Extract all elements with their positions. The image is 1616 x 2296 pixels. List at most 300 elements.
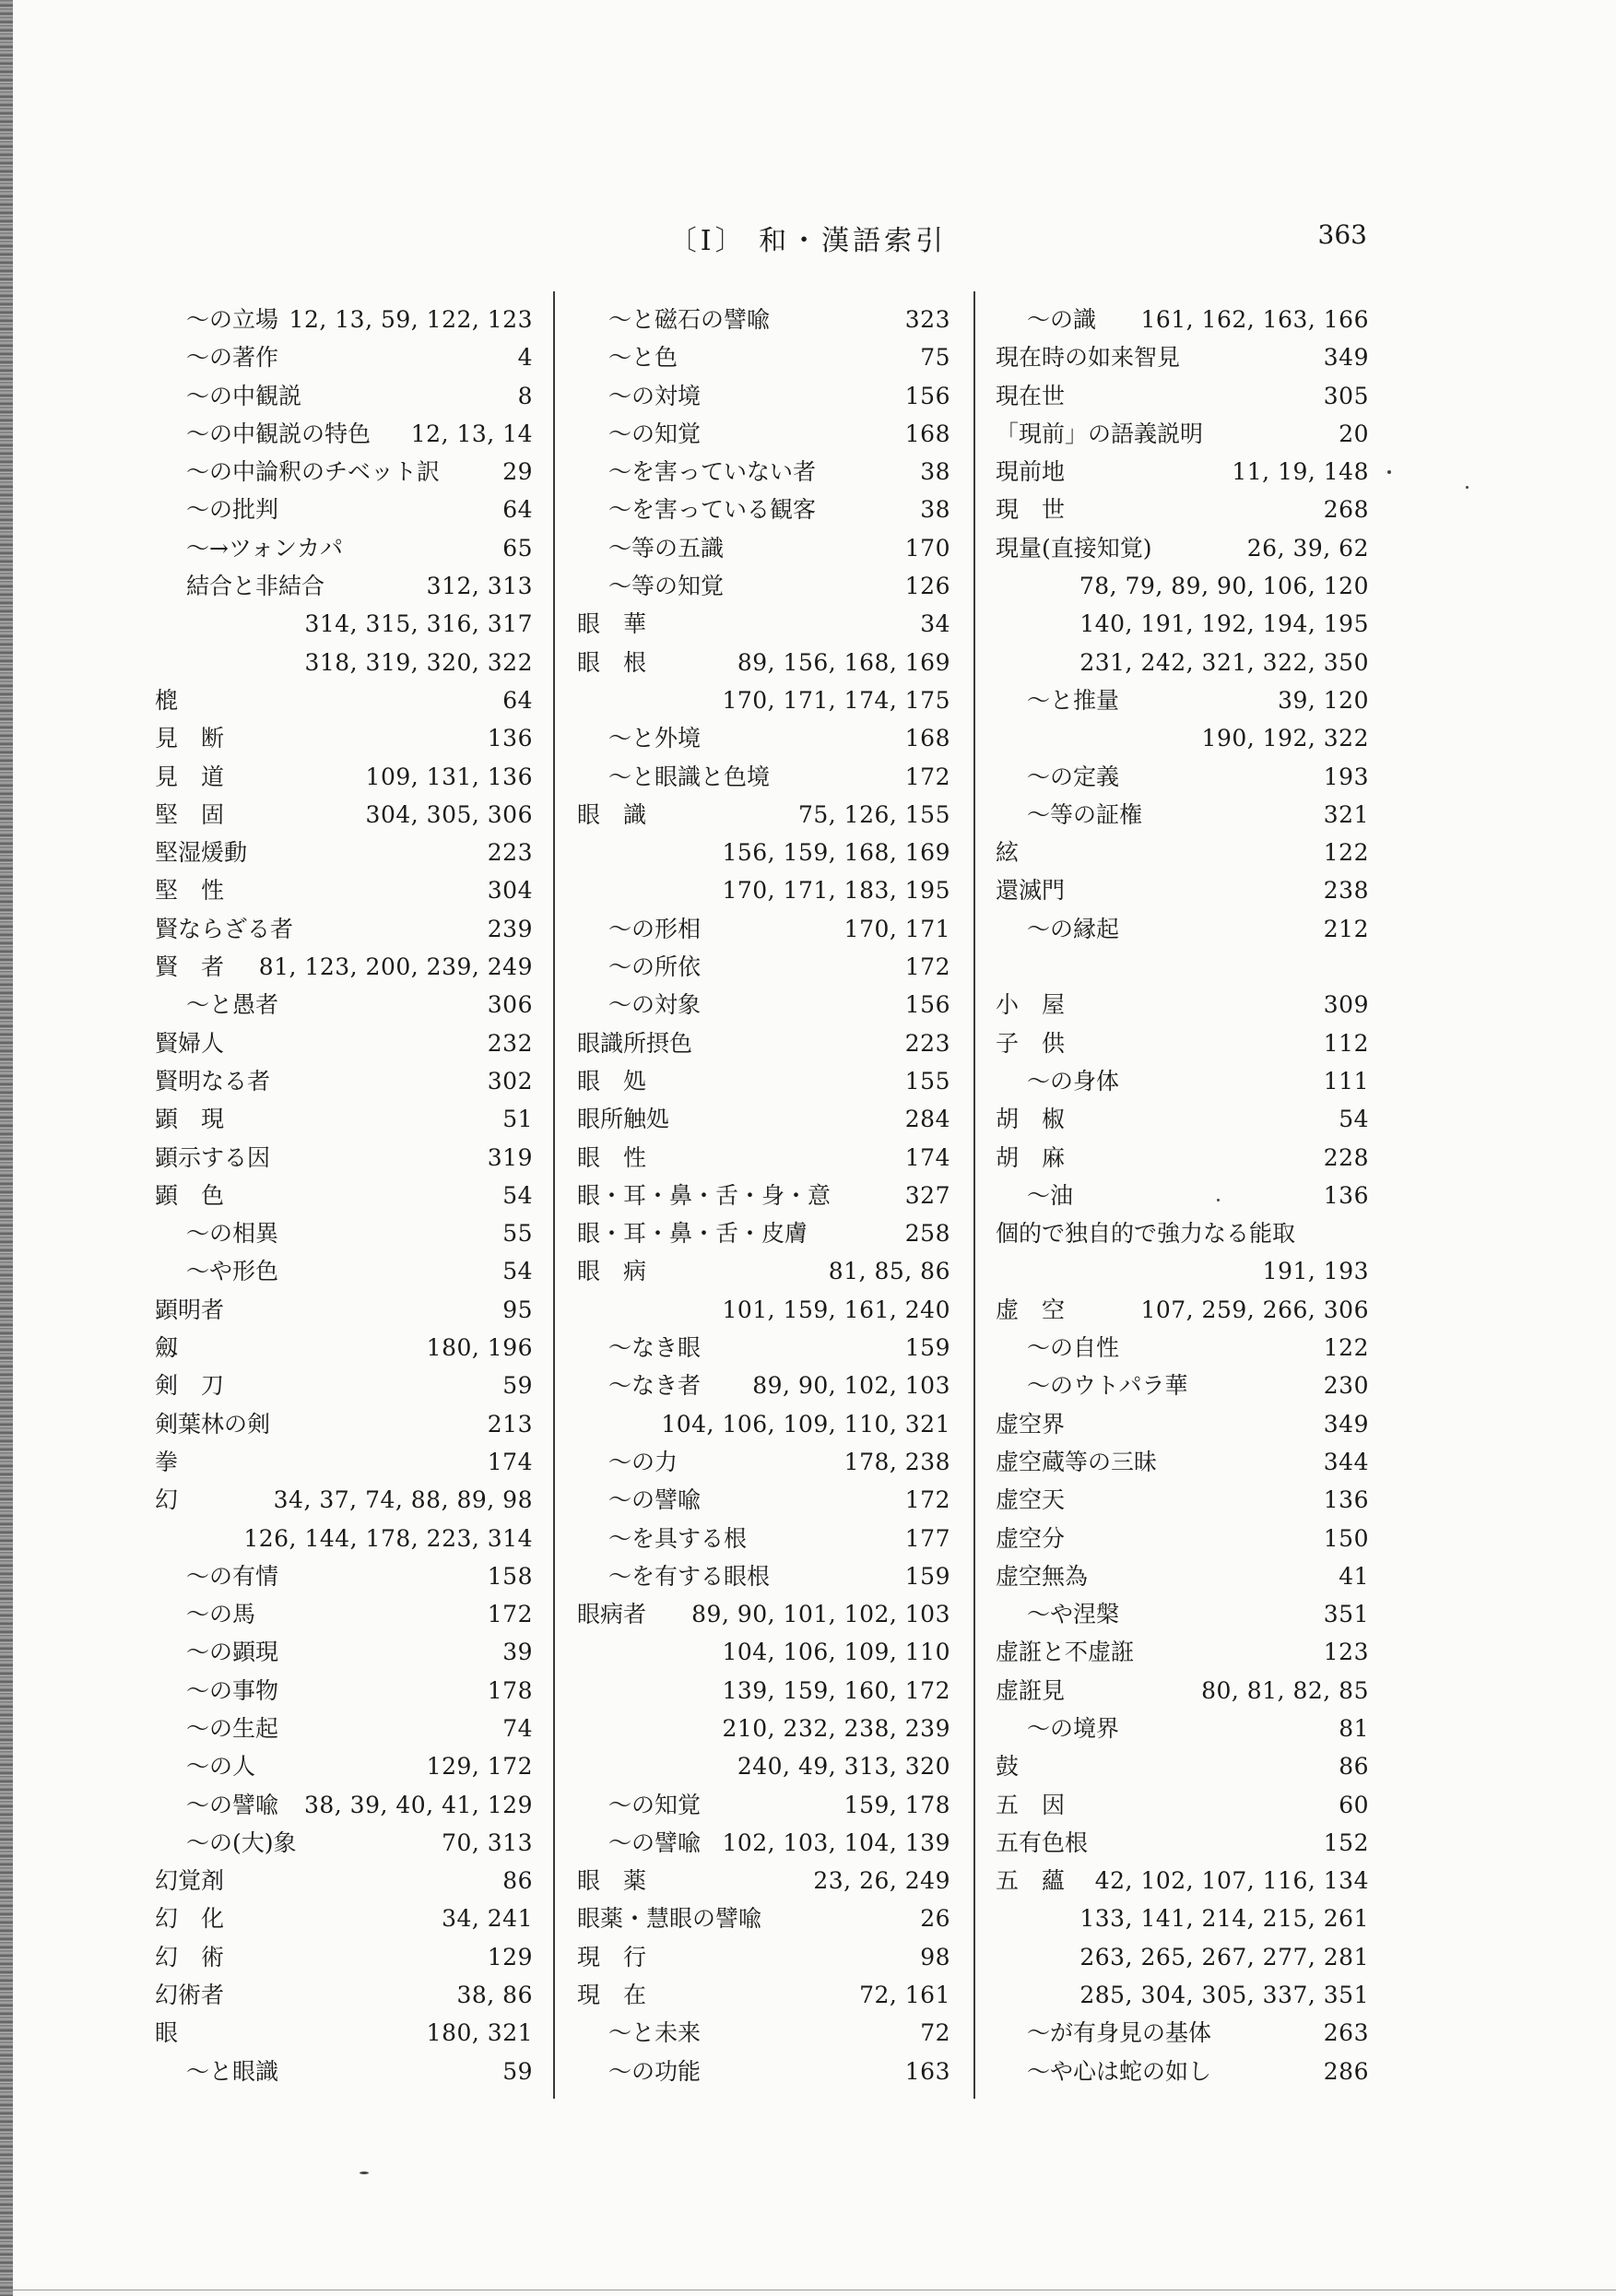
index-entry (577, 758, 950, 796)
index-term: 剣葉林の剣 (155, 1410, 271, 1438)
index-entry (155, 453, 533, 491)
index-term: 〜と色 (608, 344, 678, 372)
index-pages: 11, 19, 148 (1232, 458, 1369, 486)
index-entry (996, 1710, 1369, 1747)
index-term: 顕 現 (155, 1106, 225, 1133)
index-pages: 39 (502, 1639, 533, 1666)
index-entry (996, 338, 1369, 376)
index-entry (155, 1367, 533, 1404)
page-title: 〔I〕 和・漢語索引 (668, 225, 948, 257)
index-pages: 34, 241 (442, 1905, 533, 1933)
index-pages: 104, 106, 109, 110, 321 (661, 1410, 950, 1438)
index-entry (155, 529, 533, 567)
index-term: 〜と未来 (608, 2019, 702, 2047)
index-term: 〜や形色 (186, 1258, 279, 1285)
index-term: 〜の中論釈のチベット訳 (186, 458, 441, 486)
index-entry-continuation (577, 1747, 950, 1785)
index-entry (996, 910, 1369, 948)
index-pages: 41 (1339, 1562, 1369, 1590)
index-pages: 133, 141, 214, 215, 261 (1079, 1905, 1369, 1933)
index-entry (996, 529, 1369, 567)
index-term: 〜の生起 (186, 1714, 279, 1742)
index-entry (155, 301, 533, 338)
index-term: 虚空無為 (996, 1562, 1089, 1590)
index-pages: 81, 85, 86 (828, 1258, 950, 1285)
index-term: 〜と磁石の譬喩 (608, 306, 771, 333)
index-entry (155, 1252, 533, 1290)
index-entry (155, 719, 533, 757)
index-pages: 193 (1323, 763, 1369, 790)
index-entry (577, 910, 950, 948)
index-pages: 38, 39, 40, 41, 129 (303, 1791, 533, 1818)
index-entry (155, 1976, 533, 2014)
index-pages: 172 (487, 1601, 533, 1628)
index-pages: 349 (1323, 1410, 1369, 1438)
index-pages: 178 (487, 1676, 533, 1704)
index-entry (155, 986, 533, 1024)
index-pages: 304 (487, 877, 533, 905)
index-entry (577, 1481, 950, 1519)
index-pages: 304, 305, 306 (365, 800, 533, 828)
index-entry (996, 415, 1369, 453)
index-entry-continuation (155, 644, 533, 681)
index-pages: 223 (904, 1029, 950, 1057)
index-column-3 (996, 301, 1369, 2090)
index-entry (155, 1024, 533, 1062)
index-pages: 126, 144, 178, 223, 314 (243, 1524, 533, 1552)
scan-edge (0, 0, 13, 2296)
index-pages: 64 (502, 496, 533, 524)
index-term: 結合と非結合 (186, 573, 325, 600)
index-term: 〜や涅槃 (1027, 1601, 1120, 1628)
index-term: 〜を有する眼根 (608, 1562, 771, 1590)
index-term: 眼識所摂色 (577, 1029, 693, 1057)
index-term: 〜の有情 (186, 1562, 279, 1590)
index-pages: 123 (1323, 1639, 1369, 1666)
index-entry (996, 1291, 1369, 1329)
index-entry (996, 1367, 1369, 1404)
index-term: 眼病者 (577, 1601, 647, 1628)
index-term: 〜と外境 (608, 725, 702, 752)
index-pages: 60 (1339, 1791, 1369, 1818)
index-pages: 140, 191, 192, 194, 195 (1079, 610, 1369, 638)
index-term: 〜の自性 (1027, 1334, 1120, 1362)
index-pages: 305 (1323, 382, 1369, 409)
index-entry (155, 1633, 533, 1671)
index-pages: 95 (502, 1296, 533, 1323)
index-entry (577, 1024, 950, 1062)
index-entry (155, 1710, 533, 1747)
index-term: 眼所触処 (577, 1106, 670, 1133)
index-entry (577, 2014, 950, 2052)
index-pages: 39, 120 (1278, 686, 1369, 714)
index-pages: 80, 81, 82, 85 (1201, 1676, 1369, 1704)
index-pages: 158 (487, 1562, 533, 1590)
index-term: 眼 病 (577, 1258, 647, 1285)
index-entry (996, 1177, 1369, 1214)
index-entry (577, 1595, 950, 1633)
index-term: 眼・耳・鼻・舌・皮膚 (577, 1220, 808, 1248)
index-entry (996, 1443, 1369, 1481)
index-term: 〜の顕現 (186, 1639, 279, 1666)
index-pages: 212 (1323, 915, 1369, 942)
index-pages: 38 (920, 496, 950, 524)
index-term: 〜の識 (1027, 306, 1097, 333)
index-entry (996, 301, 1369, 338)
index-entry (155, 948, 533, 986)
index-entry (577, 1367, 950, 1404)
blank-row (996, 948, 1369, 986)
index-pages: 323 (904, 306, 950, 333)
index-pages: 34, 37, 74, 88, 89, 98 (273, 1486, 533, 1514)
index-entry (577, 491, 950, 528)
index-pages: 223 (487, 839, 533, 867)
index-entry (996, 2053, 1369, 2090)
index-pages: 70, 313 (442, 1829, 533, 1856)
index-pages: 168 (904, 725, 950, 752)
index-entry (996, 2014, 1369, 2052)
index-term: 眼 (155, 2019, 179, 2047)
index-term: 顕明者 (155, 1296, 225, 1323)
index-pages: 101, 159, 161, 240 (722, 1296, 950, 1323)
index-pages: 29 (502, 458, 533, 486)
index-pages: 54 (1339, 1106, 1369, 1133)
index-entry (996, 834, 1369, 871)
index-term: 〜と眼識と色境 (608, 763, 771, 790)
index-entry (577, 1062, 950, 1100)
index-term: 見 断 (155, 725, 225, 752)
index-pages: 112 (1323, 1029, 1369, 1057)
index-term: 〜と愚者 (186, 991, 279, 1019)
index-term: 五有色根 (996, 1829, 1089, 1856)
index-entry (155, 834, 533, 871)
index-entry (577, 986, 950, 1024)
column-divider (973, 291, 975, 2099)
index-pages: 72, 161 (859, 1982, 950, 2009)
index-entry (996, 681, 1369, 719)
index-term: 幻 (155, 1486, 179, 1514)
index-term: 〜を害っている観客 (608, 496, 817, 524)
index-term: 幻覚剤 (155, 1867, 225, 1895)
index-term: 〜の事物 (186, 1676, 279, 1704)
index-entry (996, 1329, 1369, 1367)
index-entry-continuation (577, 1710, 950, 1747)
index-entry-continuation (577, 1672, 950, 1710)
index-term: 眼 薬 (577, 1867, 647, 1895)
index-term: 〜等の五識 (608, 534, 725, 562)
index-entry (996, 1405, 1369, 1443)
index-term: 堅 固 (155, 800, 225, 828)
index-term: 〜の知覚 (608, 1791, 702, 1818)
index-term: 虚空蔵等の三昧 (996, 1448, 1158, 1475)
index-entry (996, 871, 1369, 909)
index-entry (577, 1938, 950, 1976)
index-pages: 12, 13, 14 (410, 420, 533, 447)
index-pages: 344 (1323, 1448, 1369, 1475)
index-term: 現在世 (996, 382, 1066, 409)
index-pages: 104, 106, 109, 110 (722, 1639, 950, 1666)
index-term: 〜油 (1027, 1181, 1074, 1209)
index-term: 還滅門 (996, 877, 1066, 905)
index-pages: 102, 103, 104, 139 (722, 1829, 950, 1856)
index-pages: 26, 39, 62 (1246, 534, 1369, 562)
index-pages: 161, 162, 163, 166 (1140, 306, 1369, 333)
index-term: 〜の力 (608, 1448, 678, 1475)
index-term: 顕 色 (155, 1181, 225, 1209)
index-entry (996, 1024, 1369, 1062)
index-entry-continuation (577, 871, 950, 909)
index-term: 〜の馬 (186, 1601, 256, 1628)
index-pages: 327 (904, 1181, 950, 1209)
index-pages: 314, 315, 316, 317 (304, 610, 533, 638)
index-term: 幻 術 (155, 1943, 225, 1971)
index-entry (155, 910, 533, 948)
index-pages: 139, 159, 160, 172 (722, 1676, 950, 1704)
index-term: 〜の立場 (186, 306, 279, 333)
index-pages: 81 (1339, 1714, 1369, 1742)
index-pages: 26 (920, 1905, 950, 1933)
index-pages: 170, 171 (843, 915, 950, 942)
index-pages: 156, 159, 168, 169 (722, 839, 950, 867)
index-entry-continuation (996, 605, 1369, 643)
index-entry (577, 1900, 950, 1937)
index-entry (577, 1177, 950, 1214)
index-entry (155, 1100, 533, 1138)
index-pages: 238 (1323, 877, 1369, 905)
index-entry (155, 415, 533, 453)
index-term: 胡 椒 (996, 1106, 1066, 1133)
index-entry (996, 1595, 1369, 1633)
index-term: 〜の対境 (608, 382, 702, 409)
index-term: 〜を具する根 (608, 1524, 748, 1552)
index-term: 〜等の知覚 (608, 573, 725, 600)
index-pages: 129 (487, 1943, 533, 1971)
index-pages: 23, 26, 249 (813, 1867, 950, 1895)
index-term: 現 行 (577, 1943, 647, 1971)
index-pages: 239 (487, 915, 533, 942)
index-term: 眼 根 (577, 648, 647, 676)
index-term: 虚誑と不虚誑 (996, 1639, 1135, 1666)
index-entry (996, 796, 1369, 834)
index-entry (996, 1862, 1369, 1900)
index-pages: 172 (904, 763, 950, 790)
index-pages: 156 (904, 382, 950, 409)
index-term: 眼 識 (577, 800, 647, 828)
index-pages: 152 (1323, 1829, 1369, 1856)
index-term: 五 蘊 (996, 1867, 1066, 1895)
index-term: 子 供 (996, 1029, 1066, 1057)
index-term: 五 因 (996, 1791, 1066, 1818)
index-pages: 159 (904, 1562, 950, 1590)
index-pages: 285, 304, 305, 337, 351 (1079, 1982, 1369, 2009)
index-entry (155, 1291, 533, 1329)
index-pages: 284 (904, 1106, 950, 1133)
index-entry (577, 1214, 950, 1252)
index-pages: 78, 79, 89, 90, 106, 120 (1079, 573, 1369, 600)
index-pages: 232 (487, 1029, 533, 1057)
index-entry (996, 377, 1369, 415)
index-entry-continuation (577, 681, 950, 719)
index-entry (577, 301, 950, 338)
index-entry (155, 1139, 533, 1177)
index-pages: 170, 171, 183, 195 (722, 877, 950, 905)
index-term: 眼薬・慧眼の譬喩 (577, 1905, 762, 1933)
index-entry (577, 1139, 950, 1177)
index-pages: 38 (920, 458, 950, 486)
index-term: 〜の境界 (1027, 1714, 1120, 1742)
index-pages: 240, 49, 313, 320 (737, 1753, 950, 1781)
index-term: 堅湿煖動 (155, 839, 248, 867)
index-entry (577, 1786, 950, 1824)
index-entry (577, 377, 950, 415)
index-entry (577, 2053, 950, 2090)
index-term: 〜を害っていない者 (608, 458, 817, 486)
index-term: 〜の所依 (608, 953, 702, 981)
index-term: 〜の譬喩 (608, 1486, 702, 1514)
index-pages: 312, 313 (426, 573, 533, 600)
index-entry (155, 2014, 533, 2052)
index-term: 〜の形相 (608, 915, 702, 942)
index-pages: 72 (920, 2019, 950, 2047)
index-pages: 349 (1323, 344, 1369, 372)
index-pages: 228 (1323, 1143, 1369, 1171)
index-term: 〜の(大)象 (186, 1829, 297, 1856)
index-term: 鼓 (996, 1753, 1020, 1781)
index-pages: 81, 123, 200, 239, 249 (258, 953, 533, 981)
index-entry (155, 1329, 533, 1367)
index-pages: 136 (1323, 1486, 1369, 1514)
index-entry (577, 1252, 950, 1290)
index-entry (577, 948, 950, 986)
index-entry (577, 1443, 950, 1481)
index-term: 眼 華 (577, 610, 647, 638)
index-entry (996, 758, 1369, 796)
index-pages: 4 (517, 344, 533, 372)
index-term: 幻術者 (155, 1982, 225, 2009)
index-term: 㮰 (155, 686, 179, 714)
index-entry (155, 377, 533, 415)
index-entry (996, 1786, 1369, 1824)
index-entry (996, 1100, 1369, 1138)
index-pages: 159 (904, 1334, 950, 1362)
index-term: 〜が有身見の基体 (1027, 2019, 1212, 2047)
index-pages: 156 (904, 991, 950, 1019)
index-entry (577, 1329, 950, 1367)
index-pages: 174 (904, 1143, 950, 1171)
index-term: 〜と眼識 (186, 2057, 279, 2085)
index-entry-continuation (996, 1900, 1369, 1937)
index-entry-continuation (577, 834, 950, 871)
index-entry (155, 1062, 533, 1100)
index-term: 〜の功能 (608, 2057, 702, 2085)
index-pages: 86 (502, 1867, 533, 1895)
index-pages: 20 (1339, 420, 1369, 447)
index-entry (577, 719, 950, 757)
index-entry (577, 1557, 950, 1595)
index-pages: 59 (502, 2057, 533, 2085)
index-term: 虚空天 (996, 1486, 1066, 1514)
index-pages: 213 (487, 1410, 533, 1438)
index-pages: 89, 156, 168, 169 (737, 648, 950, 676)
index-entry (155, 1481, 533, 1519)
index-entry-continuation (577, 1405, 950, 1443)
index-entry (155, 491, 533, 528)
index-entry (577, 338, 950, 376)
index-pages: 8 (517, 382, 533, 409)
index-term: 顕示する因 (155, 1143, 271, 1171)
index-entry (996, 1557, 1369, 1595)
index-term: 現量(直接知覚) (996, 534, 1152, 562)
index-pages: 38, 86 (456, 1982, 533, 2009)
scan-speck (1387, 470, 1391, 474)
index-pages: 34 (920, 610, 950, 638)
index-entry (155, 1786, 533, 1824)
scan-speck (1466, 486, 1469, 489)
index-term: 〜の譬喩 (608, 1829, 702, 1856)
index-pages: 321 (1323, 800, 1369, 828)
index-pages: 306 (487, 991, 533, 1019)
index-entry (577, 1520, 950, 1557)
index-entry (155, 1557, 533, 1595)
index-pages: 150 (1323, 1524, 1369, 1552)
index-entry (155, 567, 533, 605)
index-term: 劔 (155, 1334, 179, 1362)
index-pages: 59 (502, 1372, 533, 1400)
index-pages: 75, 126, 155 (797, 800, 950, 828)
index-entry-continuation (996, 719, 1369, 757)
index-pages: 54 (502, 1181, 533, 1209)
index-term: 虚空界 (996, 1410, 1066, 1438)
index-entry (155, 871, 533, 909)
index-term: 〜と推量 (1027, 686, 1120, 714)
index-entry (577, 644, 950, 681)
index-entry-continuation (155, 1520, 533, 1557)
index-pages: 111 (1323, 1067, 1369, 1095)
page-number: 363 (1317, 219, 1367, 250)
index-entry (996, 1214, 1369, 1252)
index-entry-continuation (155, 605, 533, 643)
index-term: 〜の相異 (186, 1220, 279, 1248)
index-pages: 136 (1323, 1181, 1369, 1209)
index-entry (577, 1976, 950, 2014)
page-header (0, 214, 1616, 260)
index-pages: 89, 90, 102, 103 (752, 1372, 950, 1400)
index-term: 〜の知覚 (608, 420, 702, 447)
index-term: 賢婦人 (155, 1029, 225, 1057)
index-term: 眼 処 (577, 1067, 647, 1095)
index-term: 小 屋 (996, 991, 1066, 1019)
index-term: 〜のウトパラ華 (1027, 1372, 1188, 1400)
scan-speck (360, 2172, 369, 2174)
index-pages: 231, 242, 321, 322, 350 (1079, 648, 1369, 676)
index-term: 〜の譬喩 (186, 1791, 279, 1818)
index-term: 堅 性 (155, 877, 225, 905)
index-pages: 159, 178 (843, 1791, 950, 1818)
index-entry (155, 1443, 533, 1481)
index-term: 見 道 (155, 763, 225, 790)
index-term: 虚 空 (996, 1296, 1066, 1323)
index-pages: 319 (487, 1143, 533, 1171)
index-term: 〜や心は蛇の如し (1027, 2057, 1212, 2085)
index-pages: 210, 232, 238, 239 (722, 1714, 950, 1742)
index-entry (996, 1520, 1369, 1557)
index-entry (155, 338, 533, 376)
index-pages: 172 (904, 953, 950, 981)
index-entry (155, 1595, 533, 1633)
index-entry (155, 758, 533, 796)
index-pages: 42, 102, 107, 116, 134 (1094, 1867, 1369, 1895)
index-term: 〜の定義 (1027, 763, 1120, 790)
